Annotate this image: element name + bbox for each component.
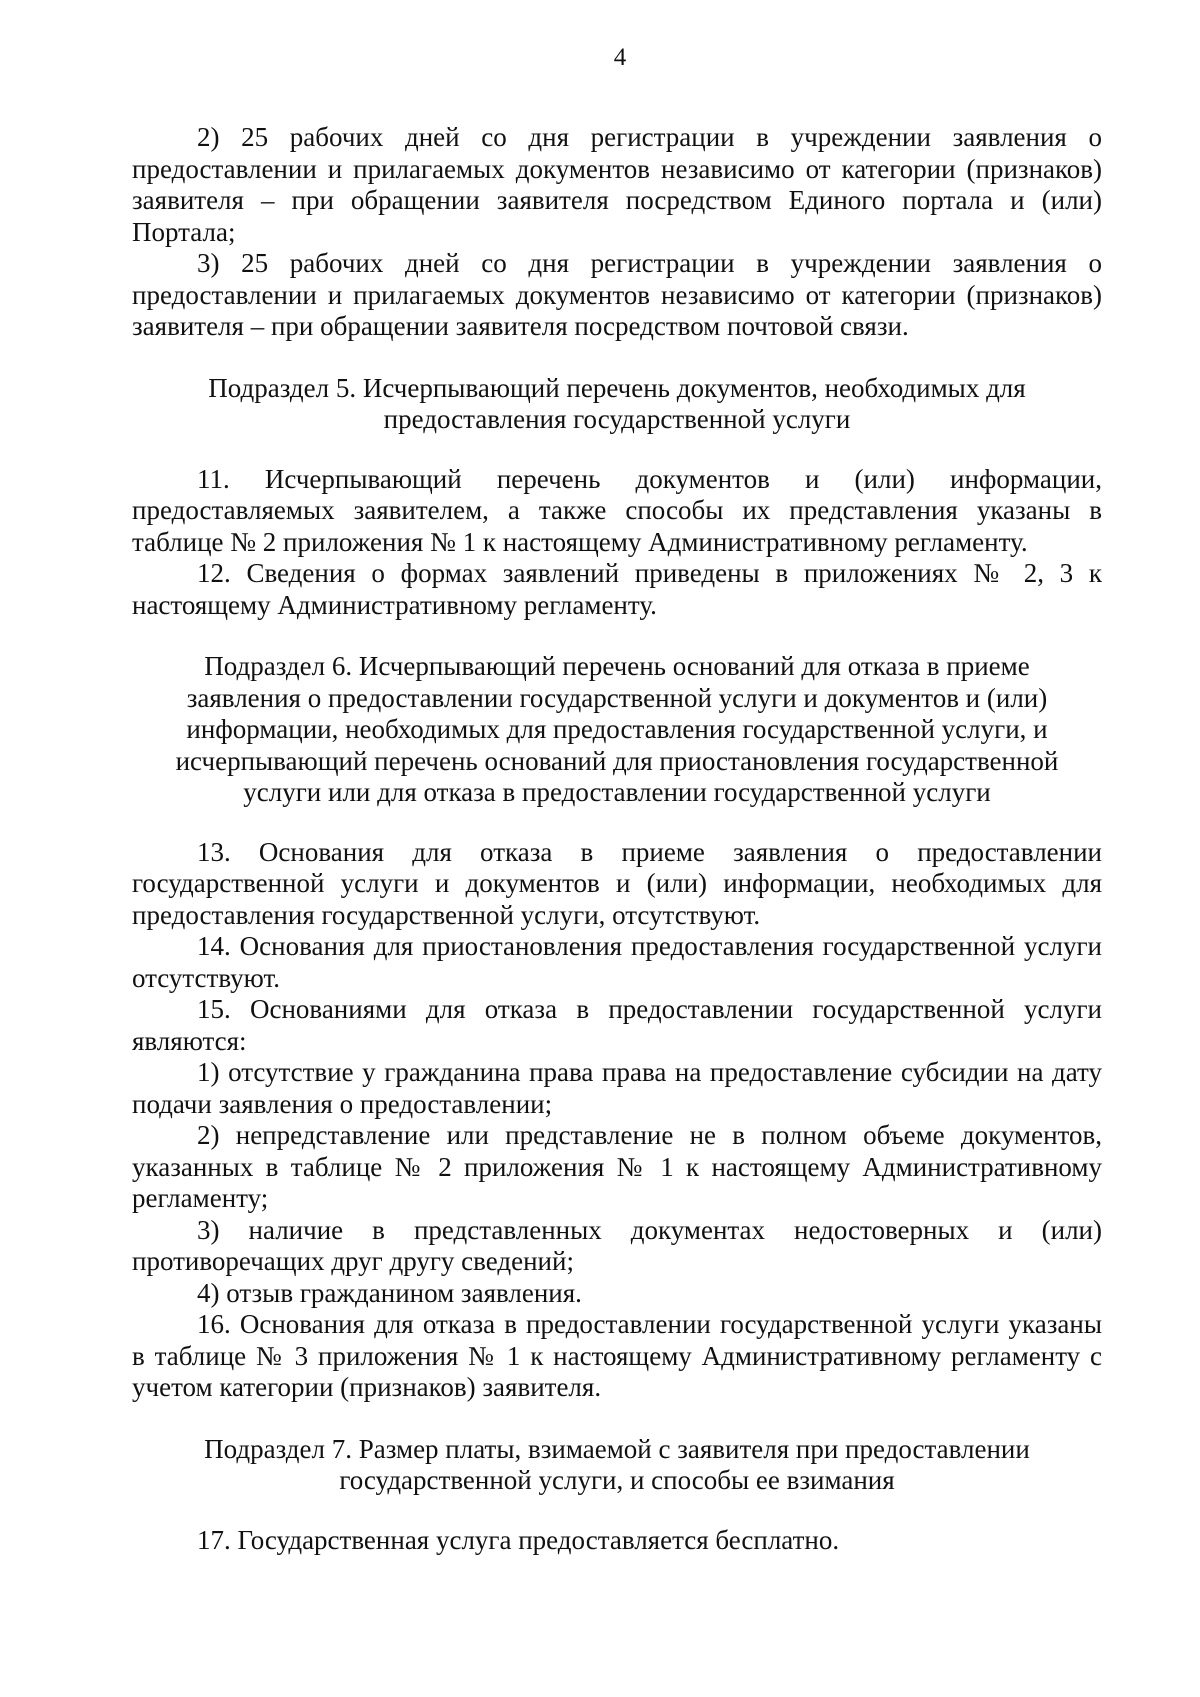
paragraph-15-item-4: 4) отзыв гражданином заявления. [197, 1277, 582, 1308]
paragraph-15-item-1: 1) отсутствие у гражданина права права на предоставление субсидии на дату подачи заявления о предоставлении; [132, 1057, 1102, 1119]
heading-subsection-6: Подраздел 6. Исчерпывающий перечень оснований для отказа в приеме заявления о предоставлении государственной услуги и документов и (или) информации, необходимых для предоставления государственной услуги, и исчерпывающий перечень оснований для приостановления государственной услуги или для отказа в предоставлении государственной услуги [175, 651, 1059, 807]
heading-subsection-7: Подраздел 7. Размер платы, взимаемой с заявителя при предоставлении государственной услуги, и способы ее взимания [204, 1433, 1030, 1495]
paragraph-16: 16. Основания для отказа в предоставлении государственной услуги указаны в таблице № 3 приложения № 1 к настоящему Административному регламенту с учетом категории (признаков) заявителя. [132, 1309, 1102, 1402]
paragraph-12: 12. Сведения о формах заявлений приведены в приложениях № 2, 3 к настоящему Административному регламенту. [132, 558, 1102, 620]
paragraph-13: 13. Основания для отказа в приеме заявления о предоставлении государственной услуги и документов и (или) информации, необходимых для предоставления государственной услуги, отсутствуют. [132, 836, 1102, 930]
page-number: 4 [613, 44, 627, 71]
paragraph-11: 11. Исчерпывающий перечень документов и (или) информации, предоставляемых заявителем, а также способы их представления указаны в таблице № 2 приложения № 1 к настоящему Административному регламенту. [132, 463, 1102, 557]
heading-subsection-5: Подраздел 5. Исчерпывающий перечень документов, необходимых для предоставления государственной услуги [208, 372, 1026, 434]
paragraph-15-item-2: 2) непредставление или представление не в полном объеме документов, указанных в таблице № 2 приложения № 1 к настоящему Административному регламенту; [132, 1120, 1102, 1213]
paragraph-17: 17. Государственная услуга предоставляется бесплатно. [197, 1524, 840, 1555]
paragraph-deadline-2: 2) 25 рабочих дней со дня регистрации в учреждении заявления о предоставлении и прилагаемых документов независимо от категории (признаков) заявителя – при обращении заявителя посредством Единого портала и (или) Портала; [132, 122, 1102, 247]
paragraph-deadline-3: 3) 25 рабочих дней со дня регистрации в учреждении заявления о предоставлении и прилагаемых документов независимо от категории (признаков) заявителя – при обращении заявителя посредством почтовой связи. [132, 248, 1102, 341]
paragraph-14: 14. Основания для приостановления предоставления государственной услуги отсутствуют. [132, 931, 1102, 993]
document-body [132, 122, 1102, 1556]
paragraph-15: 15. Основаниями для отказа в предоставлении государственной услуги являются: [132, 994, 1102, 1056]
paragraph-15-item-3: 3) наличие в представленных документах недостоверных и (или) противоречащих друг другу сведений; [132, 1214, 1102, 1276]
